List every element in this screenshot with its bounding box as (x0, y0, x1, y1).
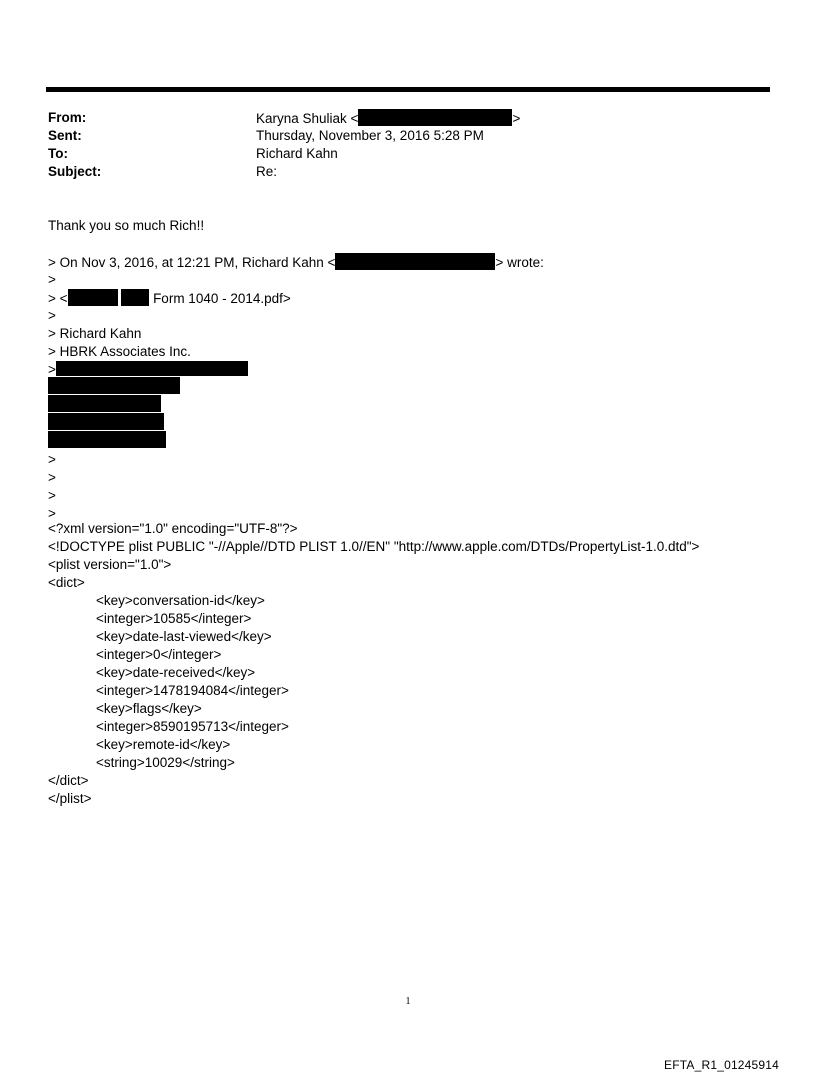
redaction-block (56, 361, 248, 376)
plist-entry: <integer>8590195713</integer> (96, 719, 289, 734)
quote-gt: > (48, 362, 56, 377)
quote-gt: > (48, 488, 56, 503)
plist-entry: <integer>1478194084</integer> (96, 683, 289, 698)
from-name: Karyna Shuliak < (256, 111, 359, 126)
attachment-suffix: Form 1040 - 2014.pdf> (153, 291, 291, 306)
quote-intro-text: > On Nov 3, 2016, at 12:21 PM, Richard Kahn < (48, 255, 336, 270)
redaction-block (48, 413, 164, 430)
quote-gt: > (48, 452, 56, 467)
plist-entry: <key>remote-id</key> (96, 737, 231, 752)
plist-entry: <key>date-last-viewed</key> (96, 629, 272, 644)
quote-gt: > (48, 308, 56, 323)
attachment-line (48, 289, 291, 308)
bates-number: EFTA_R1_01245914 (664, 1058, 780, 1072)
redaction-block (48, 395, 161, 412)
plist-close: </plist> (48, 791, 92, 806)
redaction-block (48, 377, 180, 394)
page-number: 1 (405, 996, 411, 1007)
signature-company: > HBRK Associates Inc. (48, 344, 191, 359)
redaction-block (358, 109, 512, 126)
from-label: From: (48, 110, 87, 125)
redaction-block (335, 253, 495, 270)
header-rule (46, 87, 770, 92)
quote-gt: > (48, 506, 56, 521)
plist-entry: <key>date-received</key> (96, 665, 256, 680)
quote-gt: > (48, 470, 56, 485)
to-value: Richard Kahn (256, 146, 338, 161)
doctype-line: <!DOCTYPE plist PUBLIC "-//Apple//DTD PLIST 1.0//EN" "http://www.apple.com/DTDs/PropertyList-1.0.dtd"> (48, 539, 700, 554)
plist-entry: <string>10029</string> (96, 755, 235, 770)
plist-entry: <key>conversation-id</key> (96, 593, 265, 608)
subject-value: Re: (256, 164, 278, 179)
greeting: Thank you so much Rich!! (48, 218, 205, 233)
dict-close: </dict> (48, 773, 89, 788)
subject-label: Subject: (48, 164, 102, 179)
redaction-block (121, 289, 149, 306)
quote-gt: > (48, 272, 56, 287)
sent-value: Thursday, November 3, 2016 5:28 PM (256, 128, 484, 143)
attachment-prefix: > < (48, 291, 68, 306)
redaction-block (48, 431, 166, 448)
xml-declaration: <?xml version="1.0" encoding="UTF-8"?> (48, 521, 298, 536)
plist-open: <plist version="1.0"> (48, 557, 172, 572)
from-value (256, 109, 520, 128)
redaction-block (68, 289, 118, 306)
dict-open: <dict> (48, 575, 85, 590)
sent-label: Sent: (48, 128, 82, 143)
plist-entry: <integer>10585</integer> (96, 611, 252, 626)
quote-intro-end: > wrote: (495, 255, 544, 270)
plist-entry: <integer>0</integer> (96, 647, 222, 662)
quote-intro (48, 253, 544, 272)
plist-entry: <key>flags</key> (96, 701, 202, 716)
from-close: > (512, 111, 521, 126)
to-label: To: (48, 146, 68, 161)
signature-name: > Richard Kahn (48, 326, 142, 341)
